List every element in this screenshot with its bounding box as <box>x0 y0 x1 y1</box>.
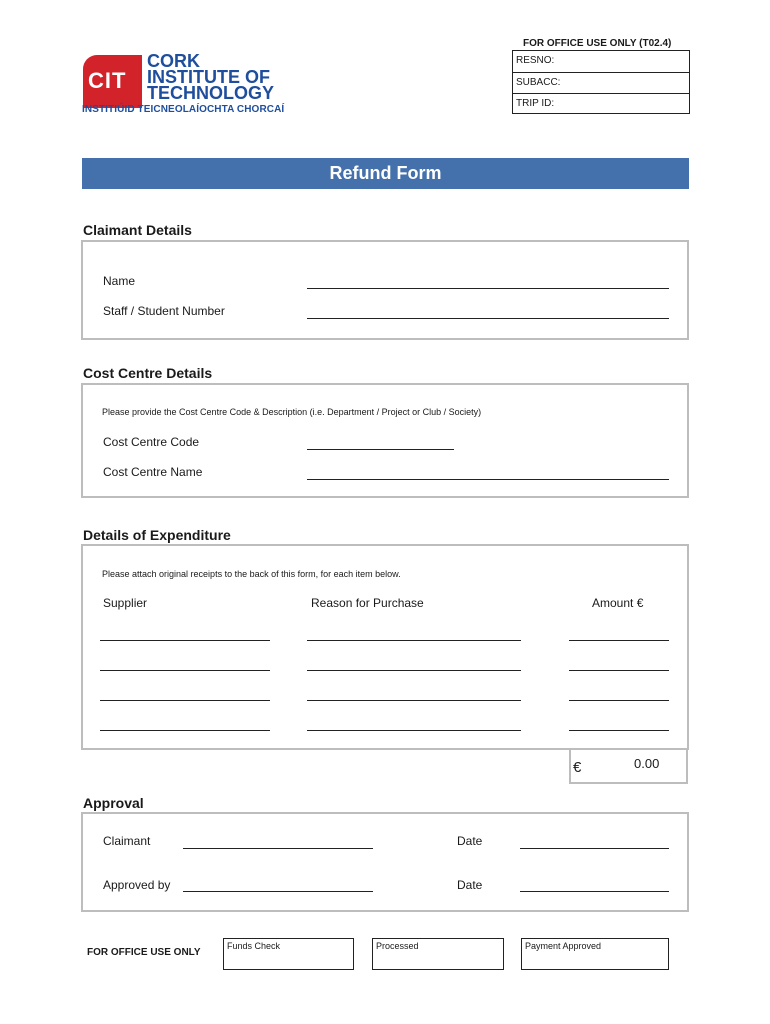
supplier-field-4[interactable] <box>100 730 270 731</box>
reason-field-1[interactable] <box>307 640 521 641</box>
approval-date-field[interactable] <box>520 891 669 892</box>
cost-centre-code-field[interactable] <box>307 449 454 450</box>
office-use-title: FOR OFFICE USE ONLY (T02.4) <box>523 38 672 49</box>
logo-line-2: INSTITUTE OF <box>147 67 270 87</box>
cost-centre-name-field[interactable] <box>307 479 669 480</box>
reason-field-3[interactable] <box>307 700 521 701</box>
name-field[interactable] <box>307 288 669 289</box>
amount-column-header: Amount € <box>592 596 644 610</box>
claimant-date-label: Date <box>457 834 483 848</box>
funds-check-box[interactable]: Funds Check <box>223 938 354 970</box>
claimant-date-field[interactable] <box>520 848 669 849</box>
amount-field-1[interactable] <box>569 640 669 641</box>
amount-field-3[interactable] <box>569 700 669 701</box>
office-use-box <box>512 50 690 114</box>
name-label: Name <box>103 274 136 288</box>
cost-centre-instruction: Please provide the Cost Centre Code & Description (i.e. Department / Project or Club / Society) <box>102 407 482 417</box>
form-title: Refund Form <box>82 158 689 189</box>
claimant-box <box>81 240 689 340</box>
payment-approved-box[interactable]: Payment Approved <box>521 938 669 970</box>
reason-field-4[interactable] <box>307 730 521 731</box>
cost-centre-name-label: Cost Centre Name <box>103 465 203 479</box>
reason-field-2[interactable] <box>307 670 521 671</box>
approved-by-field[interactable] <box>183 891 373 892</box>
cost-centre-code-label: Cost Centre Code <box>103 435 200 449</box>
student-number-label: Staff / Student Number <box>103 304 225 318</box>
trip-id-field[interactable]: TRIP ID: <box>513 93 689 113</box>
expenditure-heading: Details of Expenditure <box>83 527 231 543</box>
student-number-field[interactable] <box>307 318 669 319</box>
reason-column-header: Reason for Purchase <box>311 596 424 610</box>
approved-by-label: Approved by <box>103 878 171 892</box>
supplier-column-header: Supplier <box>103 596 148 610</box>
expenditure-instruction: Please attach original receipts to the back of this form, for each item below. <box>102 569 401 579</box>
logo-line-3: TECHNOLOGY <box>147 83 275 103</box>
cit-logo-mark <box>83 55 142 108</box>
claimant-signature-label: Claimant <box>103 834 151 848</box>
approval-date-label: Date <box>457 878 483 892</box>
supplier-field-1[interactable] <box>100 640 270 641</box>
total-box <box>569 748 688 784</box>
approval-heading: Approval <box>83 795 144 811</box>
cost-centre-heading: Cost Centre Details <box>83 365 213 381</box>
amount-field-4[interactable] <box>569 730 669 731</box>
resno-field[interactable]: RESNO: <box>516 55 555 66</box>
supplier-field-3[interactable] <box>100 700 270 701</box>
currency-symbol: € <box>573 759 582 776</box>
office-use-bottom-title: FOR OFFICE USE ONLY <box>87 947 201 958</box>
claimant-signature-field[interactable] <box>183 848 373 849</box>
amount-field-2[interactable] <box>569 670 669 671</box>
logo-subtitle: INSTITIÚID TEICNEOLAÍOCHTA CHORCAÍ <box>82 104 285 115</box>
supplier-field-2[interactable] <box>100 670 270 671</box>
total-amount[interactable]: 0.00 <box>634 756 660 771</box>
logo-line-1: CORK <box>147 51 200 71</box>
processed-box[interactable]: Processed <box>372 938 504 970</box>
approval-box <box>81 812 689 912</box>
logo-mark-text: CIT <box>88 68 127 93</box>
claimant-heading: Claimant Details <box>83 222 192 238</box>
subacc-field[interactable]: SUBACC: <box>513 72 689 92</box>
